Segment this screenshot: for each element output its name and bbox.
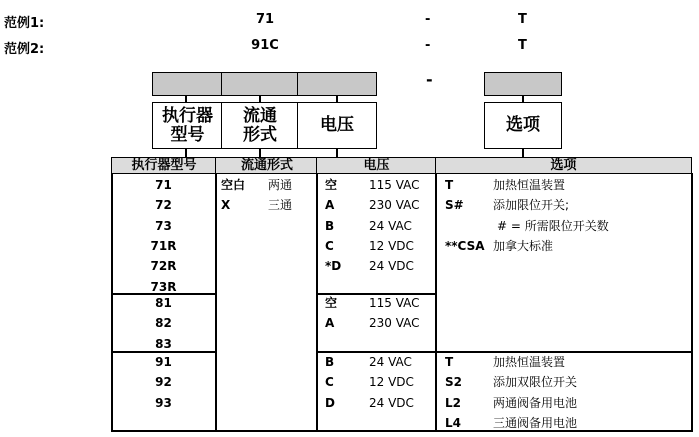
option-code: **CSA bbox=[445, 238, 485, 253]
option-desc: 加热恒温装置 bbox=[493, 178, 566, 192]
option-code: S2 bbox=[445, 375, 462, 390]
header-actuator: 执行器型号 bbox=[111, 157, 216, 174]
group-divider bbox=[435, 351, 693, 353]
connector bbox=[522, 149, 524, 157]
actuator-model: 91 bbox=[155, 355, 172, 369]
box-flow-line1: 流通 bbox=[243, 105, 277, 126]
voltage-value: 230 VAC bbox=[369, 198, 420, 213]
option-code: T bbox=[445, 178, 454, 192]
voltage-value: 24 VAC bbox=[369, 218, 412, 233]
voltage-code: C bbox=[325, 375, 334, 390]
example-label: 范例1: bbox=[4, 16, 45, 31]
table-border bbox=[435, 173, 437, 431]
voltage-code: C bbox=[325, 238, 334, 253]
actuator-model: 93 bbox=[155, 395, 172, 410]
example-actuator: 91C bbox=[251, 38, 279, 53]
example-option: T bbox=[518, 38, 527, 53]
voltage-value: 115 VAC bbox=[369, 178, 420, 192]
option-desc: 两通阀备用电池 bbox=[493, 395, 578, 410]
voltage-value: 115 VAC bbox=[369, 296, 420, 310]
group-divider bbox=[316, 293, 436, 295]
table-bottom bbox=[111, 430, 693, 432]
table-border bbox=[316, 173, 318, 431]
box-options-label: 选项 bbox=[506, 115, 540, 135]
code-block-flow bbox=[221, 72, 299, 96]
voltage-code: B bbox=[325, 218, 335, 233]
actuator-model: 71R bbox=[150, 238, 177, 253]
code-block-voltage bbox=[297, 72, 377, 96]
box-flow-type bbox=[221, 102, 299, 149]
box-actuator-line1: 执行器 bbox=[162, 105, 213, 126]
voltage-code: A bbox=[325, 316, 335, 331]
box-options bbox=[484, 102, 562, 149]
example-actuator: 71 bbox=[255, 12, 275, 27]
table-border bbox=[691, 173, 693, 431]
example-option: T bbox=[518, 12, 527, 27]
option-code: S# bbox=[445, 198, 464, 213]
box-voltage-label: 电压 bbox=[320, 115, 354, 135]
example-label: 范例2: bbox=[4, 42, 45, 57]
example-dash: - bbox=[425, 12, 431, 27]
connector bbox=[259, 149, 261, 157]
actuator-model: 71 bbox=[155, 178, 172, 192]
actuator-model: 73R bbox=[150, 279, 177, 294]
option-desc: # = 所需限位开关数 bbox=[497, 218, 609, 233]
code-block-actuator bbox=[152, 72, 223, 96]
flow-code: X bbox=[221, 198, 231, 213]
group-divider bbox=[316, 351, 436, 353]
box-voltage bbox=[297, 102, 377, 149]
header-voltage: 电压 bbox=[316, 157, 436, 174]
voltage-code: B bbox=[325, 355, 335, 369]
actuator-model: 83 bbox=[155, 336, 172, 351]
option-desc: 加拿大标准 bbox=[493, 238, 554, 253]
option-desc: 添加限位开关; bbox=[493, 198, 570, 213]
option-code: L4 bbox=[445, 415, 461, 430]
flow-code: 空白 bbox=[221, 178, 246, 192]
actuator-model: 82 bbox=[155, 316, 172, 331]
voltage-value: 230 VAC bbox=[369, 316, 420, 331]
diagram-dash: - bbox=[426, 70, 433, 89]
voltage-code: 空 bbox=[325, 178, 338, 192]
example-dash: - bbox=[425, 38, 431, 53]
actuator-model: 72 bbox=[155, 198, 172, 213]
option-desc: 三通阀备用电池 bbox=[493, 415, 578, 430]
voltage-code: D bbox=[325, 395, 335, 410]
code-block-options bbox=[484, 72, 562, 96]
voltage-code: 空 bbox=[325, 296, 338, 310]
header-flow: 流通形式 bbox=[215, 157, 318, 174]
box-flow-line2: 形式 bbox=[243, 124, 277, 145]
actuator-model: 72R bbox=[150, 259, 177, 274]
flow-desc: 两通 bbox=[268, 178, 293, 192]
option-desc: 加热恒温装置 bbox=[493, 355, 566, 369]
option-code: T bbox=[445, 355, 454, 369]
voltage-value: 24 VDC bbox=[369, 395, 414, 410]
connector bbox=[185, 149, 187, 157]
flow-desc: 三通 bbox=[268, 198, 293, 213]
voltage-value: 24 VDC bbox=[369, 259, 414, 274]
box-actuator-line2: 型号 bbox=[170, 124, 205, 145]
voltage-value: 12 VDC bbox=[369, 238, 414, 253]
actuator-model: 73 bbox=[155, 218, 172, 233]
actuator-model: 81 bbox=[155, 296, 172, 310]
box-actuator-model bbox=[152, 102, 223, 149]
option-desc: 添加双限位开关 bbox=[493, 375, 578, 390]
actuator-model: 92 bbox=[155, 375, 172, 390]
voltage-code: A bbox=[325, 198, 335, 213]
group-divider bbox=[111, 351, 216, 353]
connector bbox=[336, 149, 338, 157]
header-options: 选项 bbox=[435, 157, 692, 174]
voltage-value: 12 VDC bbox=[369, 375, 414, 390]
option-code: L2 bbox=[445, 395, 461, 410]
voltage-code: *D bbox=[325, 259, 342, 274]
voltage-value: 24 VAC bbox=[369, 355, 412, 369]
